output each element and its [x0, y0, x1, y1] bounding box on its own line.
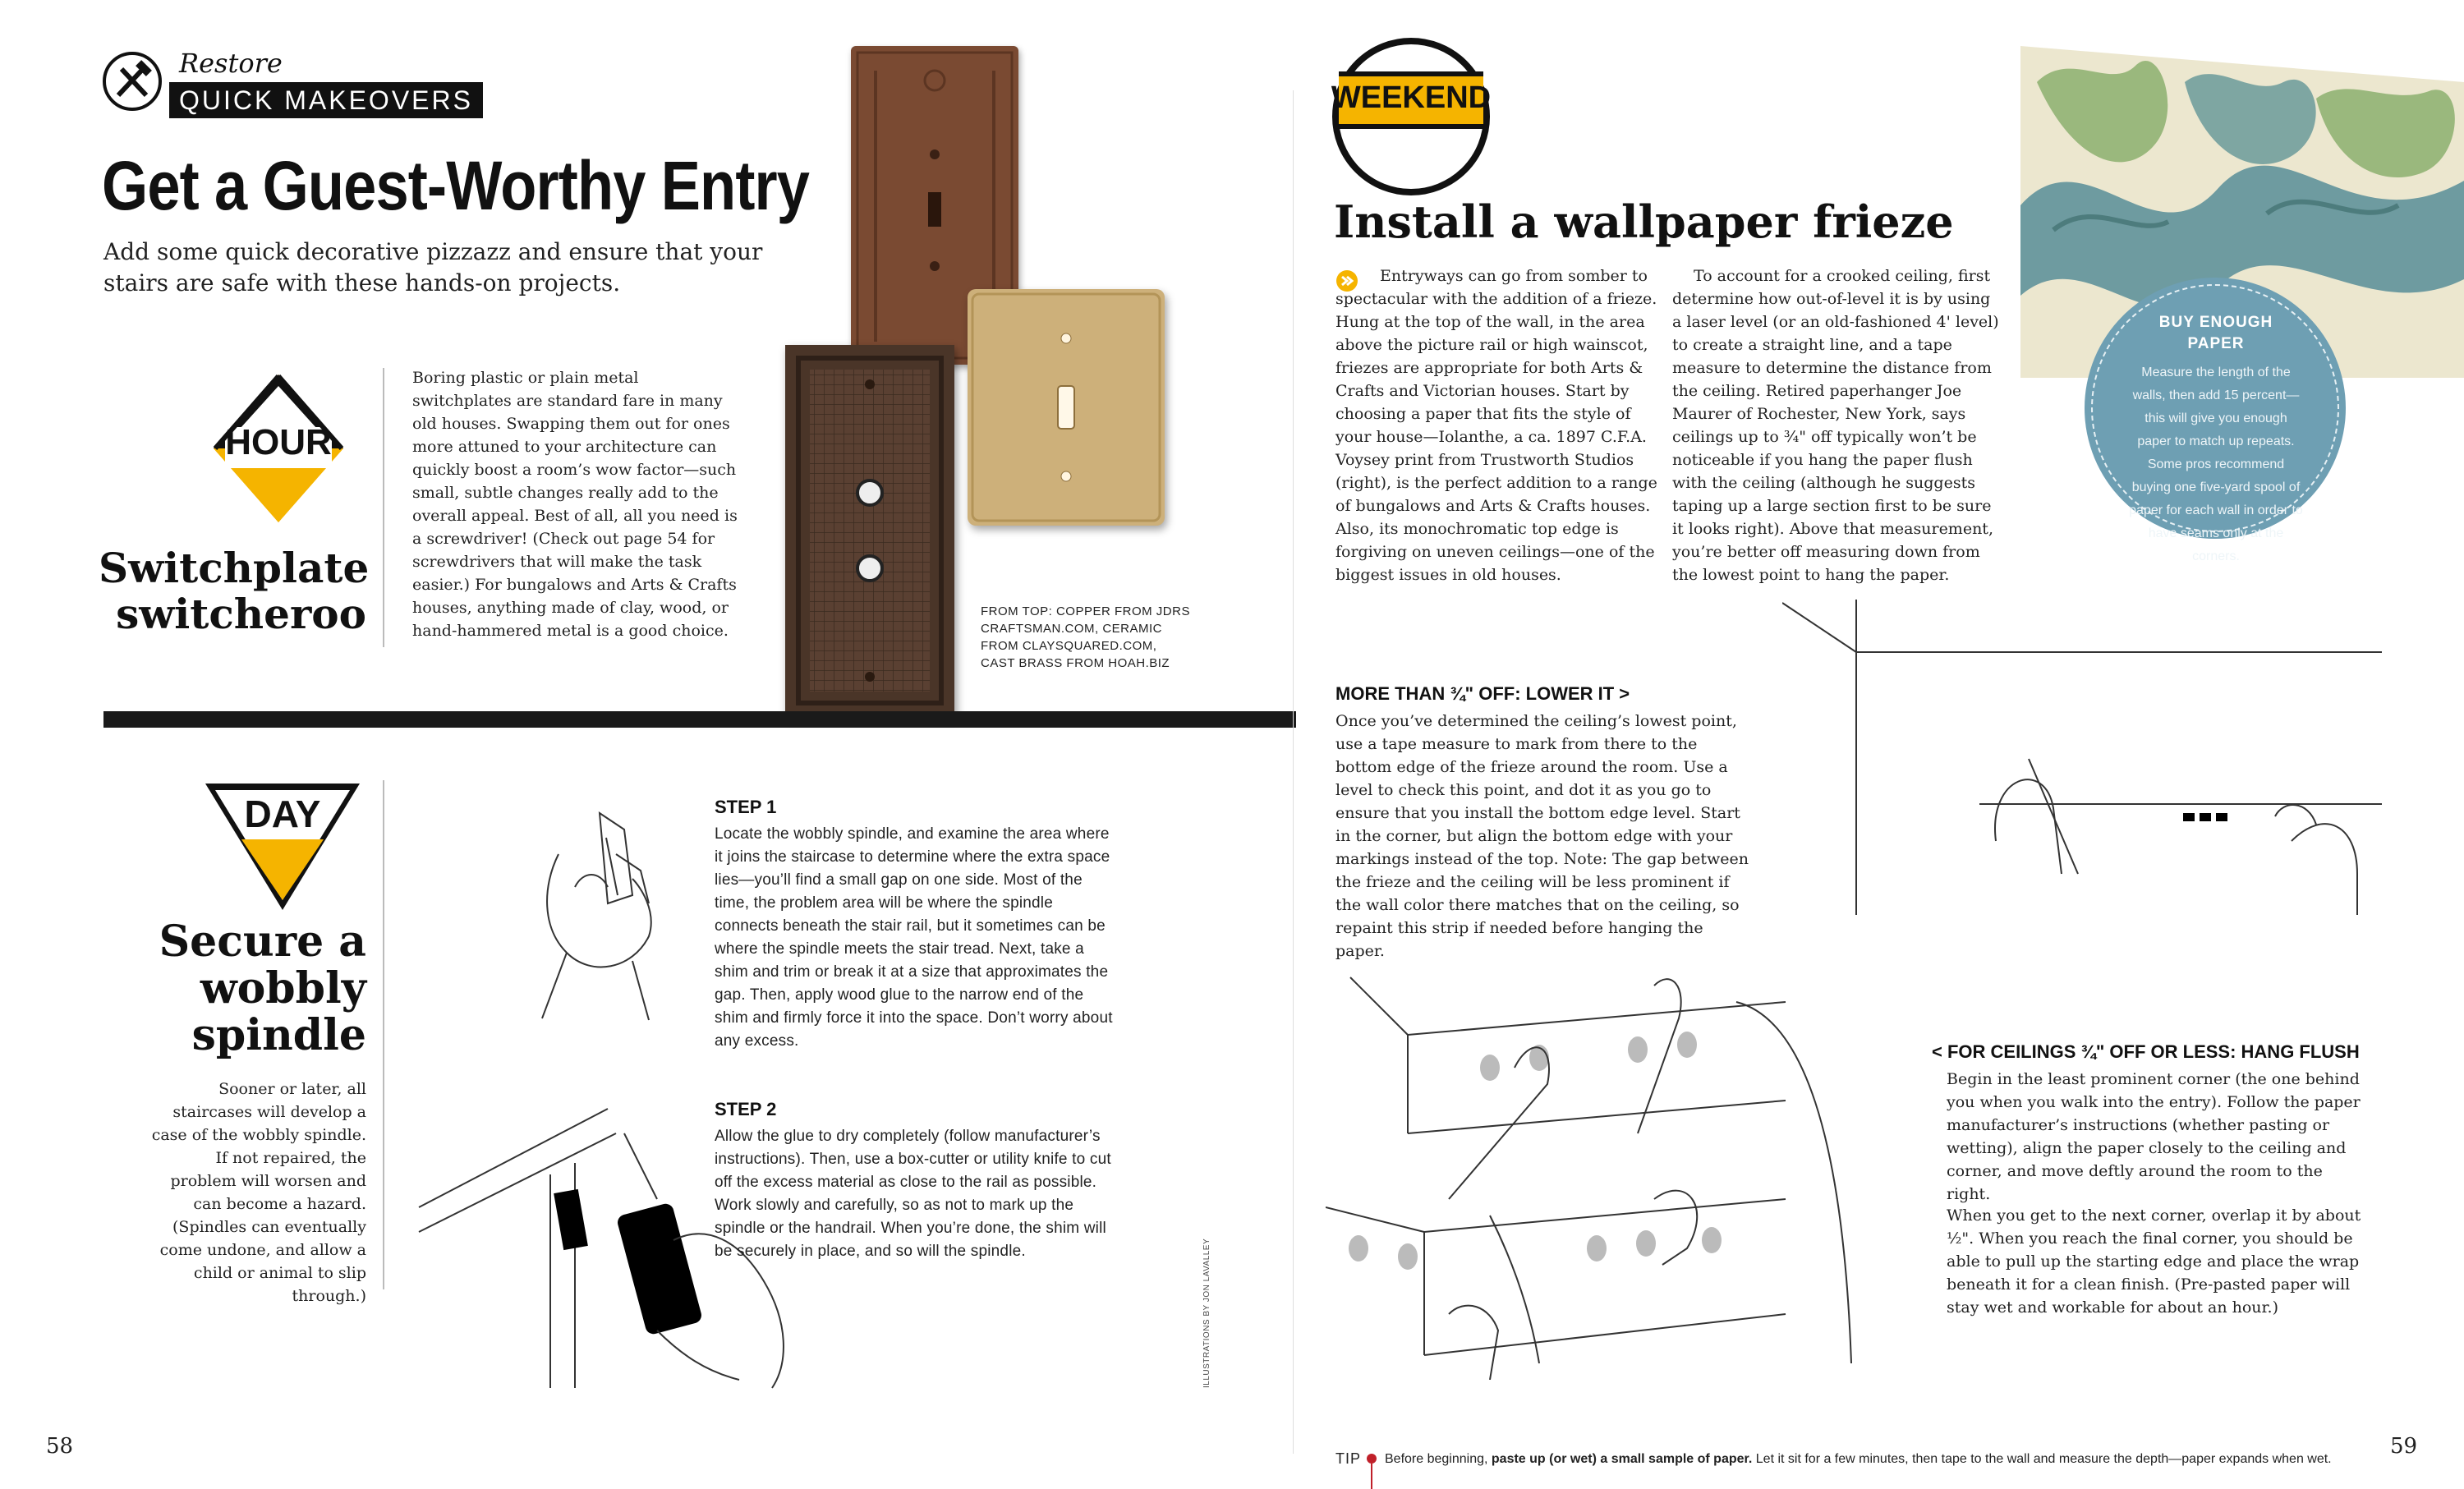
tip-text-b: Let it sit for a few minutes, then tape to the wall and measure the depth—paper expands when wet.: [1755, 1452, 2332, 1466]
tip-rule: [1371, 1464, 1372, 1489]
section-label: QUICK MAKEOVERS: [169, 82, 483, 118]
flush-body-1: Begin in the least prominent corner (the one behind you when you walk into the entry). Follow the paper manufacturer’s instructions (whether pasting or wetting), align the paper closely to the ceiling and corner, and move deftly around the room to the right.: [1947, 1070, 2361, 1203]
tip-dot-icon: [1367, 1454, 1377, 1464]
hand-shim-illustration: [509, 805, 690, 1027]
level-corner-illustration: [1782, 595, 2390, 915]
page-title: Get a Guest-Worthy Entry: [102, 147, 810, 224]
page-gutter: [1293, 90, 1294, 1454]
photo-caption: FROM TOP: COPPER FROM JDRS CRAFTSMAN.COM, CERAMIC FROM CLAYSQUARED.COM, CAST BRASS FROM HOAH.BIZ: [981, 604, 1190, 670]
step1-body: Locate the wobbly spindle, and examine the area where it joins the staircase to determine where the extra space lies—you’ll find a small gap on one side. Most of the time, the problem area will be where the spindle connects beneath the stair rail, but it sometimes can be where the spindle meets the stair tread. Next, take a shim and trim or break it at a size that approximates the gap. Then, apply wood glue to the narrow end of the shim and firmly force it into the space. Don’t worry about any excess.: [715, 825, 1113, 1050]
spindle-heading: Secure a wobbly spindle: [159, 917, 366, 1060]
day-badge-label: DAY: [244, 793, 321, 835]
tip-label: TIP: [1335, 1450, 1362, 1467]
tip-text: [1385, 1452, 2332, 1467]
spindle-divider: [383, 780, 384, 1289]
weekend-badge-label: WEEKEND: [1331, 80, 1492, 115]
buy-paper-title: BUY ENOUGH PAPER: [2158, 314, 2273, 352]
tip-text-bold: paste up (or wet) a small sample of paper.: [1491, 1452, 1753, 1466]
lower-body: Once you’ve determined the ceiling’s lowest point, use a tape measure to mark from there to the bottom edge of the frieze around the room. Use a level to check this point, and dot it as you go to ensure that you install the bottom edge level. Start in the corner, but align the bottom edge with your markings instead of the top. Note: The gap between the frieze and the ceiling will be less prominent if the wall color there matches that on the ceiling, so repaint this strip if needed before hanging the paper.: [1335, 712, 1749, 960]
spindle-body: Sooner or later, all staircases will develop a case of the wobbly spindle. If not repaired, the problem will worsen and can become a hazard. (Spindles can eventually come undone, and allow a child or animal to slip through.): [151, 1080, 366, 1305]
step1-label: STEP 1: [715, 797, 777, 817]
switch-divider: [383, 368, 384, 647]
step2-label: STEP 2: [715, 1099, 777, 1119]
hour-badge-label: HOUR: [225, 422, 332, 462]
section-kicker: Restore: [179, 48, 283, 79]
brass-switchplate-image: [968, 289, 1165, 526]
page-number-right: 59: [2390, 1434, 2418, 1459]
hang-paper-illustration: [1326, 969, 1933, 1380]
intro-col2: To account for a crooked ceiling, first determine how out-of-level it is by using a laser level (or an old-fashioned 4' level) to create a straight line, and a tape measure to determine the distance from the ceiling. Retired paperhanger Joe Maurer of Rochester, New York, says ceilings up to ¾" off typically won’t be noticeable if you hang the paper flush with the ceiling (although he suggests taping up a large section first to be sure it looks right). Above that measurement, you’re better off measuring down from the lowest point to hang the paper.: [1672, 267, 1999, 584]
tip-text-a: Before beginning,: [1385, 1452, 1488, 1466]
switch-body: Boring plastic or plain metal switchplates are standard fare in many old houses. Swapping them out for ones more attuned to your architecture can quickly boost a room’s wow factor—such small, subtle changes really add to the overall appeal. Best of all, all you need is a screwdriver! (Check out page 54 for screwdrivers that will make the task easier.) For bungalows and Arts & Crafts houses, anything made of clay, wood, or hand-hammered metal is a good choice.: [412, 369, 738, 640]
buy-paper-body: Measure the length of the walls, then add 15 percent—this will give you enough paper to match up repeats. Some pros recommend buying one five-yard spool of paper for each wall in order to have seams only at the corners.: [2129, 365, 2303, 563]
step2-body: Allow the glue to dry completely (follow manufacturer’s instructions). Then, use a box-cutter or utility knife to cut off the excess material as close to the rail as possible. Work slowly and carefully, so as not to mark up the spindle or the handrail. When you’re done, the shim will be securely in place, and so will the spindle.: [715, 1128, 1111, 1260]
page-number-left: 58: [46, 1434, 74, 1459]
bronze-switchplate-image: [785, 345, 954, 716]
right-title: Install a wallpaper frieze: [1334, 195, 1954, 248]
flush-body-2: When you get to the next corner, overlap it by about ½". When you reach the final corner, you should be able to pull up the starting edge and place the wrap beneath it for a clean finish. (Pre-pasted paper will stay wet and workable for about an hour.): [1947, 1206, 2361, 1317]
illustration-credit: ILLUSTRATIONS BY JON LAVALLEY: [1202, 1238, 1211, 1388]
weekend-badge-icon: [1331, 36, 1492, 197]
section-rule: [103, 711, 1296, 728]
page-deck: Add some quick decorative pizzazz and ensure that your stairs are safe with these hands-on projects.: [103, 238, 763, 296]
lower-heading: MORE THAN ¾" OFF: LOWER IT >: [1335, 683, 1630, 704]
section-logo-icon: [102, 51, 163, 112]
intro-col1: Entryways can go from somber to spectacular with the addition of a frieze. Hung at the top of the wall, in the area above the picture rail or high wainscot, friezes are appropriate for both Arts & Crafts and Victorian houses. Start by choosing a paper that fits the style of your house—Iolanthe, a ca. 1897 C.F.A. Voysey print from Trustworth Studios (right), is the perfect addition to a range of bungalows and Arts & Crafts houses. Also, its monochromatic top edge is forgiving on uneven ceilings—one of the biggest issues in old houses.: [1335, 267, 1657, 584]
flush-heading: < FOR CEILINGS ¾" OFF OR LESS: HANG FLUSH: [1932, 1041, 2360, 1062]
switch-heading: Switchplate switcheroo: [99, 544, 370, 638]
